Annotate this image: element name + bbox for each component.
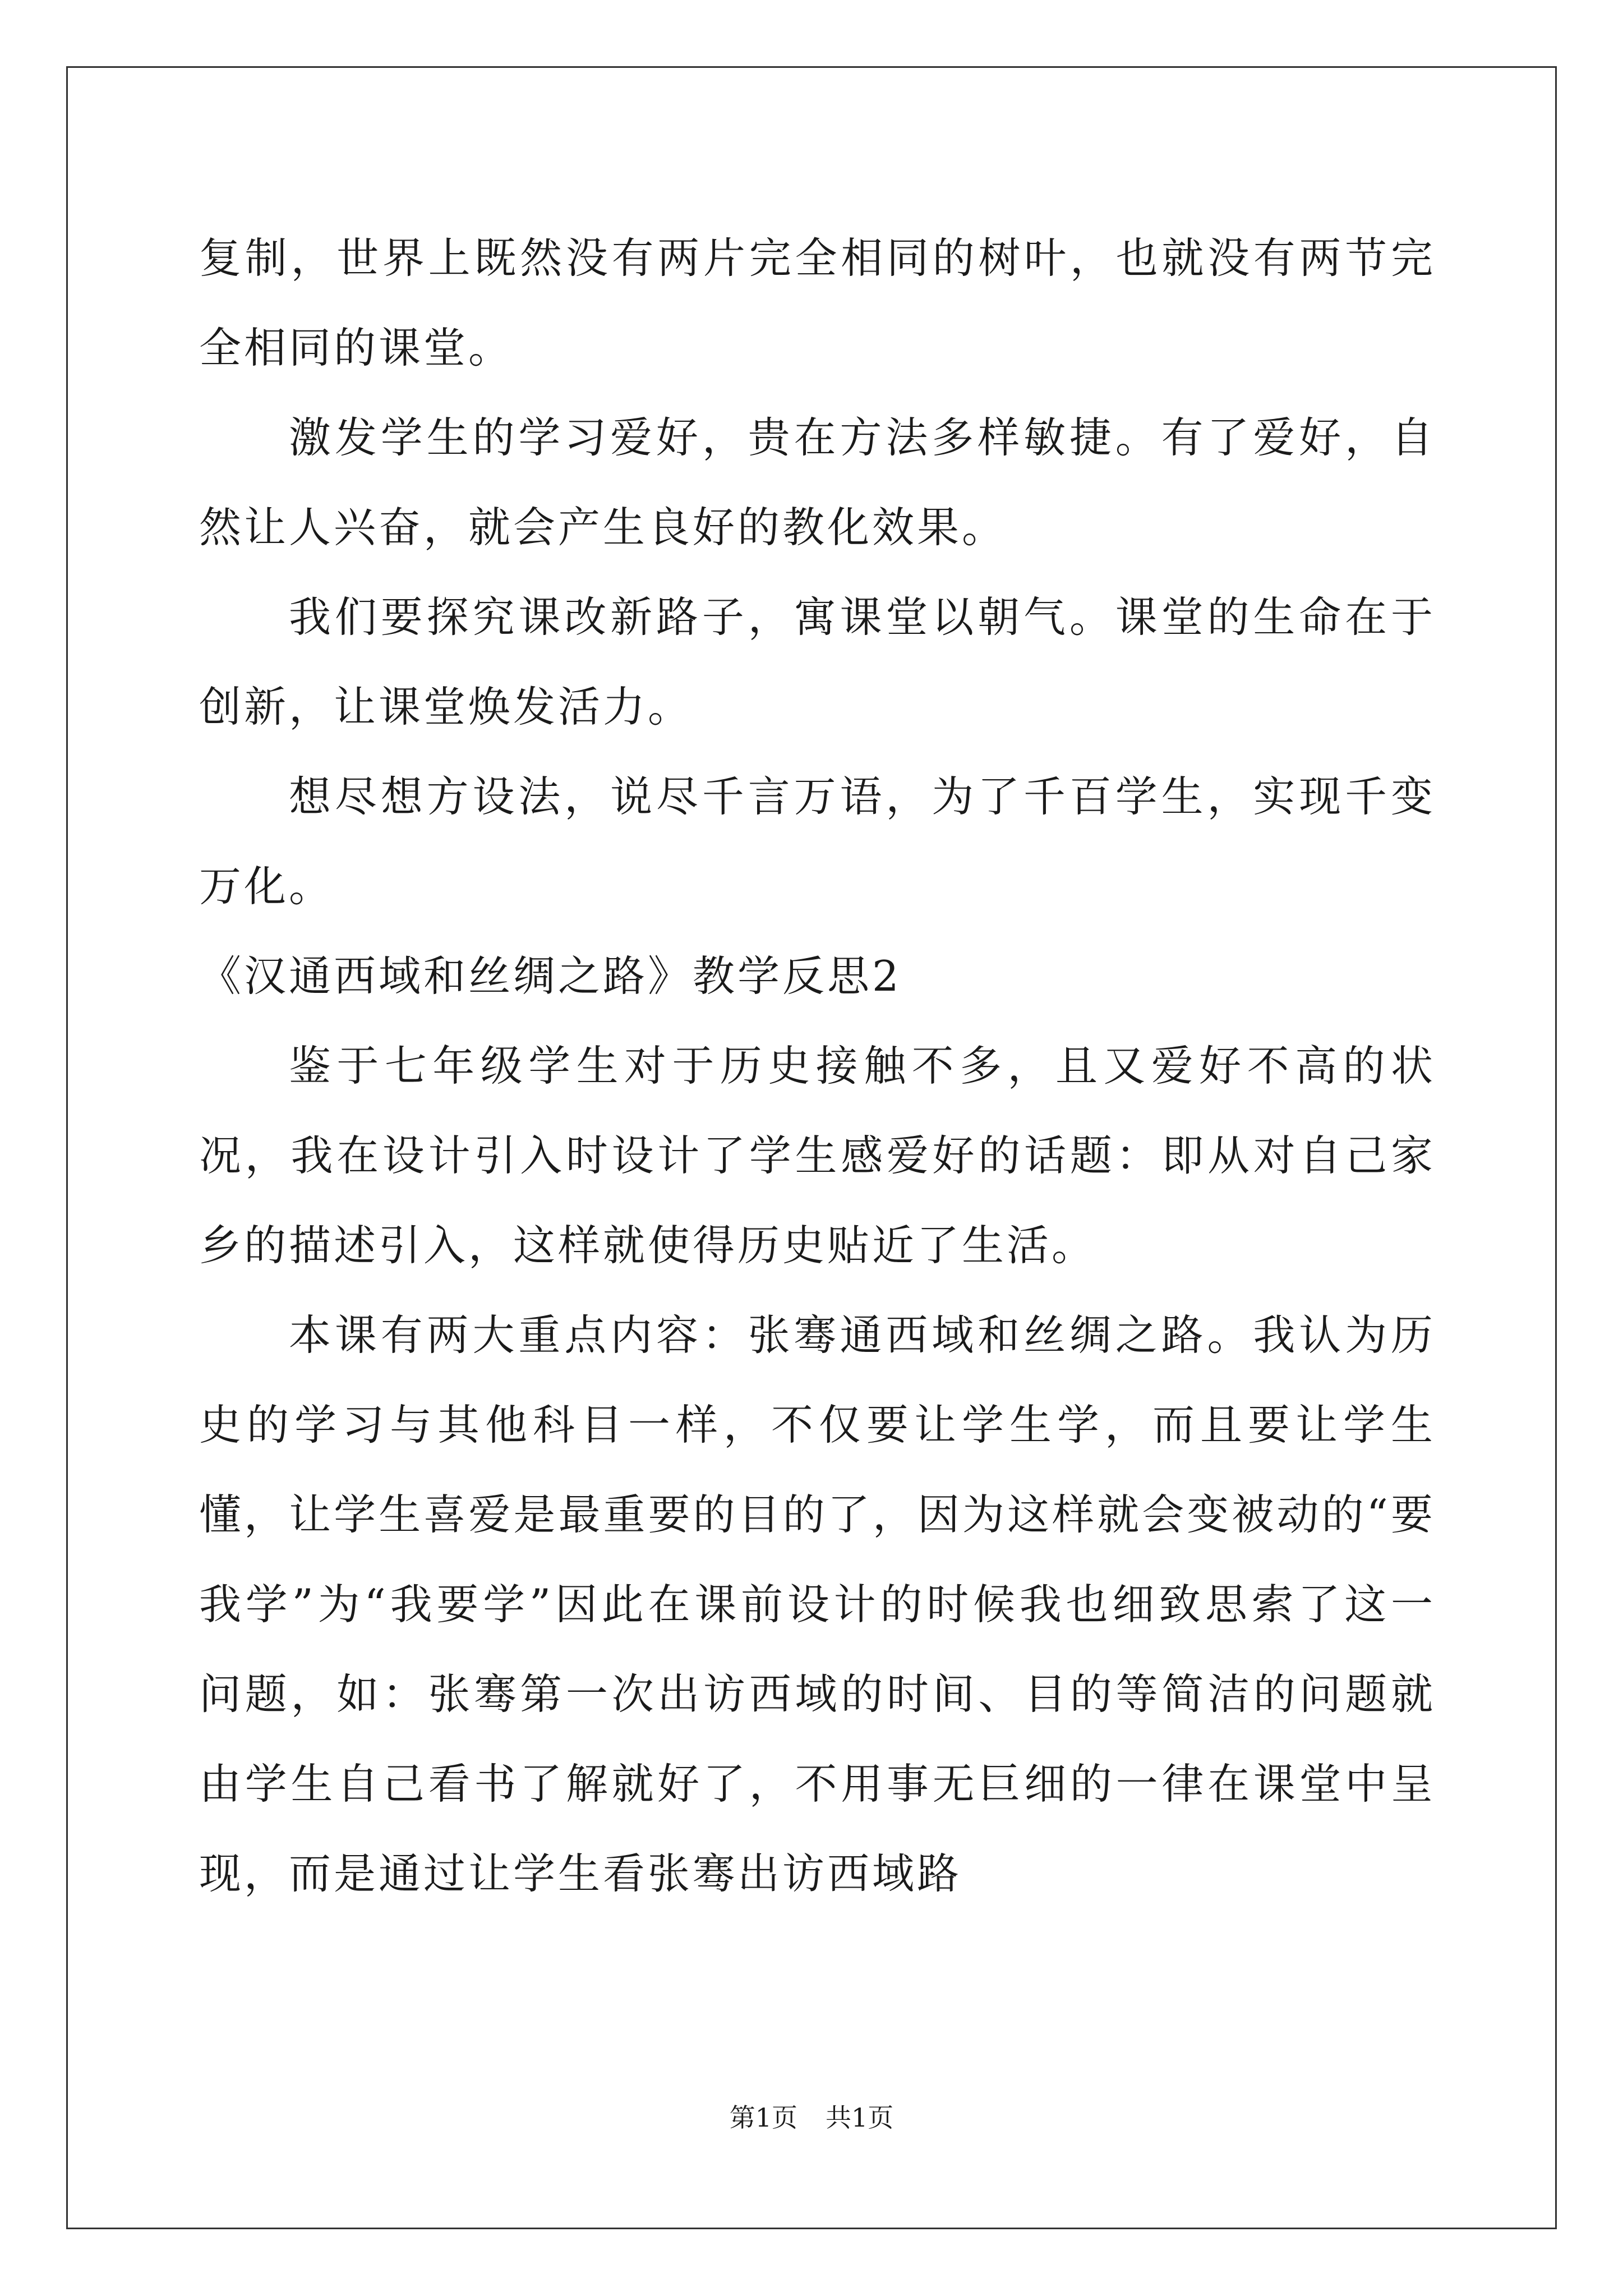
page-number: 第1页 bbox=[729, 2102, 797, 2133]
paragraph: 复制，世界上既然没有两片完全相同的树叶，也就没有两节完全相同的课堂。 bbox=[199, 233, 1436, 372]
paragraph: 鉴于七年级学生对于历史接触不多，且又爱好不高的状况，我在设计引入时设计了学生感爱好的话题：即从对自己家乡的描述引入，这样就使得历史贴近了生活。 bbox=[199, 1041, 1436, 1270]
paragraph: 想尽想方设法，说尽千言万语，为了千百学生，实现千变万化。 bbox=[199, 772, 1436, 911]
page-footer bbox=[0, 2101, 1623, 2134]
document-body bbox=[199, 213, 1436, 1918]
paragraph: 激发学生的学习爱好，贵在方法多样敏捷。有了爱好，自然让人兴奋，就会产生良好的教化效果。 bbox=[199, 413, 1436, 552]
paragraph: 本课有两大重点内容：张骞通西域和丝绸之路。我认为历史的学习与其他科目一样，不仅要让学生学，而且要让学生懂，让学生喜爱是最重要的目的了，因为这样就会变被动的“要我学”为“我要学”因此在课前设计的时候我也细致思索了这一问题，如：张骞第一次出访西域的时间、目的等简洁的问题就由学生自己看书了解就好了，不用事无巨细的一律在课堂中呈现，而是通过让学生看张骞出访西域路 bbox=[199, 1310, 1436, 1898]
paragraph: 我们要探究课改新路子，寓课堂以朝气。课堂的生命在于创新，让课堂焕发活力。 bbox=[199, 592, 1436, 731]
page-total: 共1页 bbox=[826, 2102, 894, 2133]
section-heading: 《汉通西域和丝绸之路》教学反思2 bbox=[199, 951, 902, 1001]
